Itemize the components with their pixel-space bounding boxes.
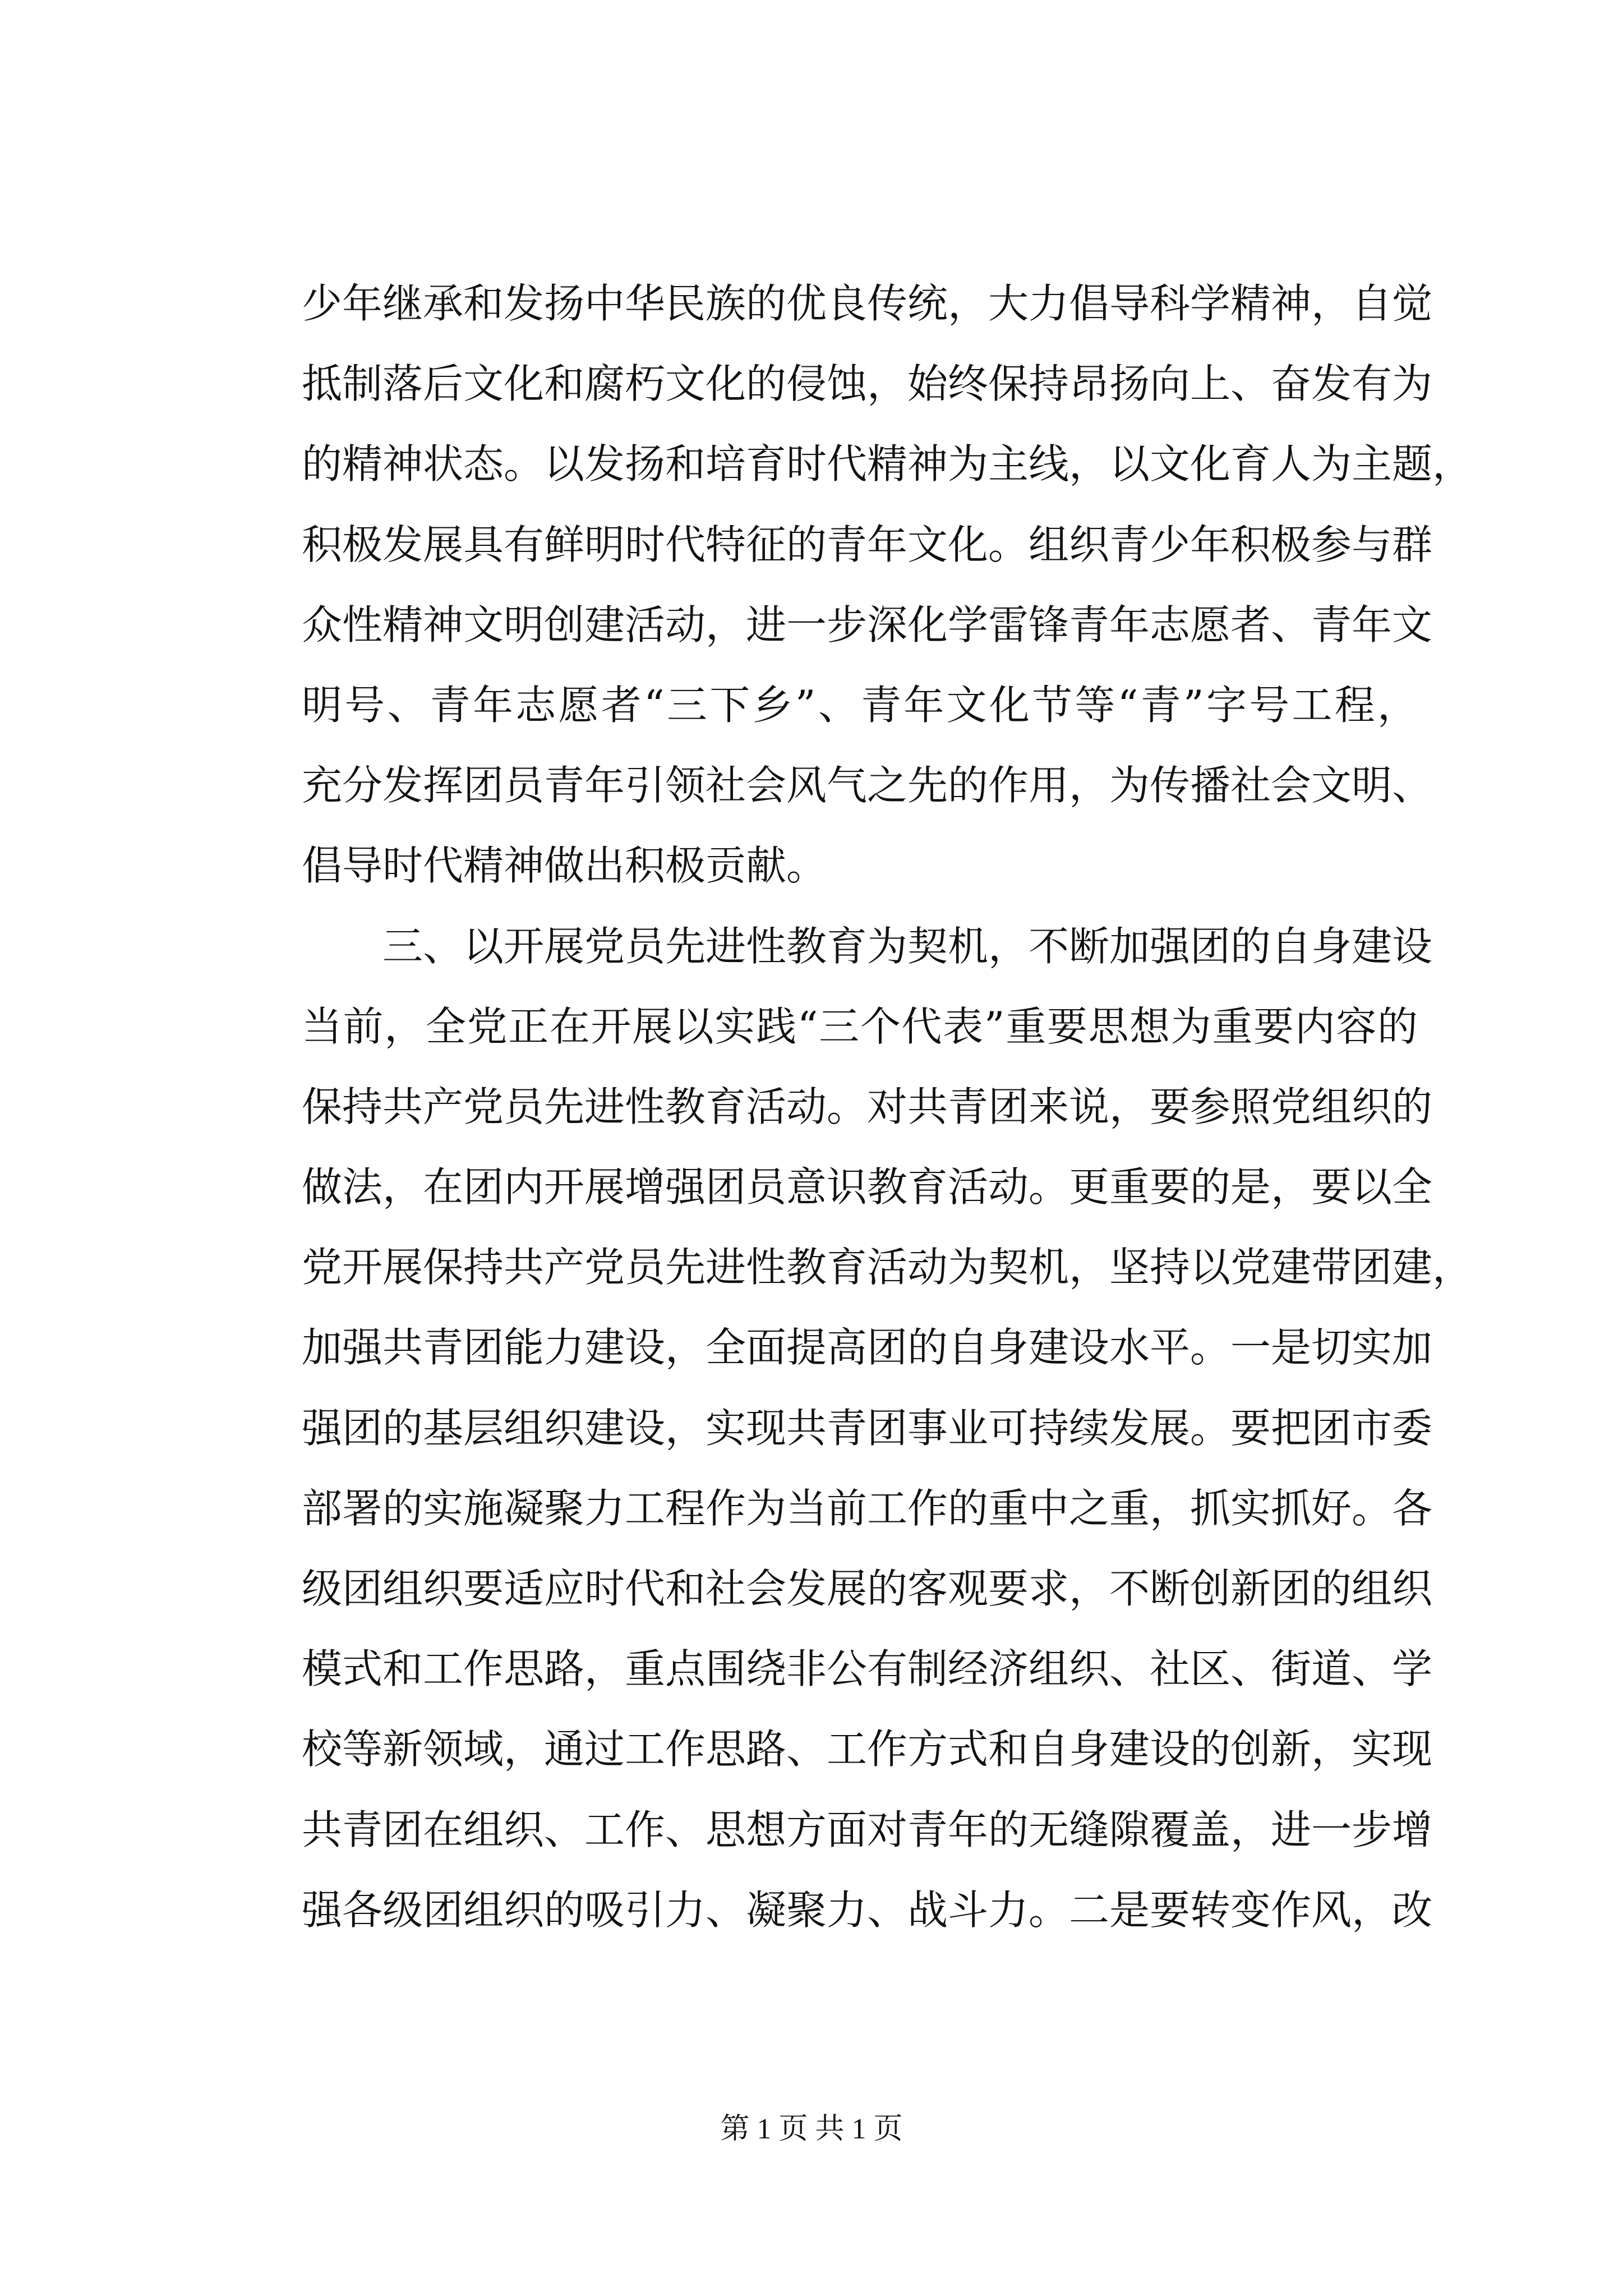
text-line: 部署的实施凝聚力工程作为当前工作的重中之重，抓实抓好。各 (302, 1484, 1433, 1532)
page-footer: 第 1 页 共 1 页 (720, 2113, 903, 2145)
text-line: 强团的基层组织建设，实现共青团事业可持续发展。要把团市委 (302, 1404, 1433, 1452)
text-line: 抵制落后文化和腐朽文化的侵蚀，始终保持昂扬向上、奋发有为 (302, 360, 1433, 408)
text-line: 强各级团组织的吸引力、凝聚力、战斗力。二是要转变作风，改 (302, 1886, 1433, 1934)
text-line: 做法，在团内开展增强团员意识教育活动。更重要的是，要以全 (302, 1163, 1433, 1211)
text-line: 校等新领域，通过工作思路、工作方式和自身建设的创新，实现 (302, 1726, 1433, 1773)
text-line: 党开展保持共产党员先进性教育活动为契机，坚持以党建带团建， (302, 1244, 1473, 1291)
text-line: 级团组织要适应时代和社会发展的客观要求，不断创新团的组织 (302, 1565, 1433, 1612)
text-line: 模式和工作思路，重点围绕非公有制经济组织、社区、街道、学 (302, 1645, 1433, 1693)
text-line: 明号、青年志愿者“三下乡”、青年文化节等“青”字号工程， (302, 681, 1418, 729)
section-heading: 三、以开展党员先进性教育为契机，不断加强团的自身建设 (382, 922, 1433, 970)
text-line: 保持共产党员先进性教育活动。对共青团来说，要参照党组织的 (302, 1083, 1433, 1130)
text-line: 当前，全党正在开展以实践“三个代表”重要思想为重要内容的 (302, 1002, 1418, 1050)
text-line: 积极发展具有鲜明时代特征的青年文化。组织青少年积极参与群 (302, 521, 1433, 568)
text-line: 众性精神文明创建活动，进一步深化学雷锋青年志愿者、青年文 (302, 601, 1433, 648)
body-text (302, 264, 1473, 1950)
text-line: 加强共青团能力建设，全面提高团的自身建设水平。一是切实加 (302, 1324, 1433, 1372)
text-line: 共青团在组织、工作、思想方面对青年的无缝隙覆盖，进一步增 (302, 1806, 1433, 1853)
text-line: 的精神状态。以发扬和培育时代精神为主线，以文化育人为主题， (302, 440, 1473, 488)
text-line: 充分发挥团员青年引领社会风气之先的作用，为传播社会文明、 (302, 762, 1433, 809)
text-line: 倡导时代精神做出积极贡献。 (302, 842, 827, 890)
text-line: 少年继承和发扬中华民族的优良传统，大力倡导科学精神，自觉 (302, 280, 1433, 327)
